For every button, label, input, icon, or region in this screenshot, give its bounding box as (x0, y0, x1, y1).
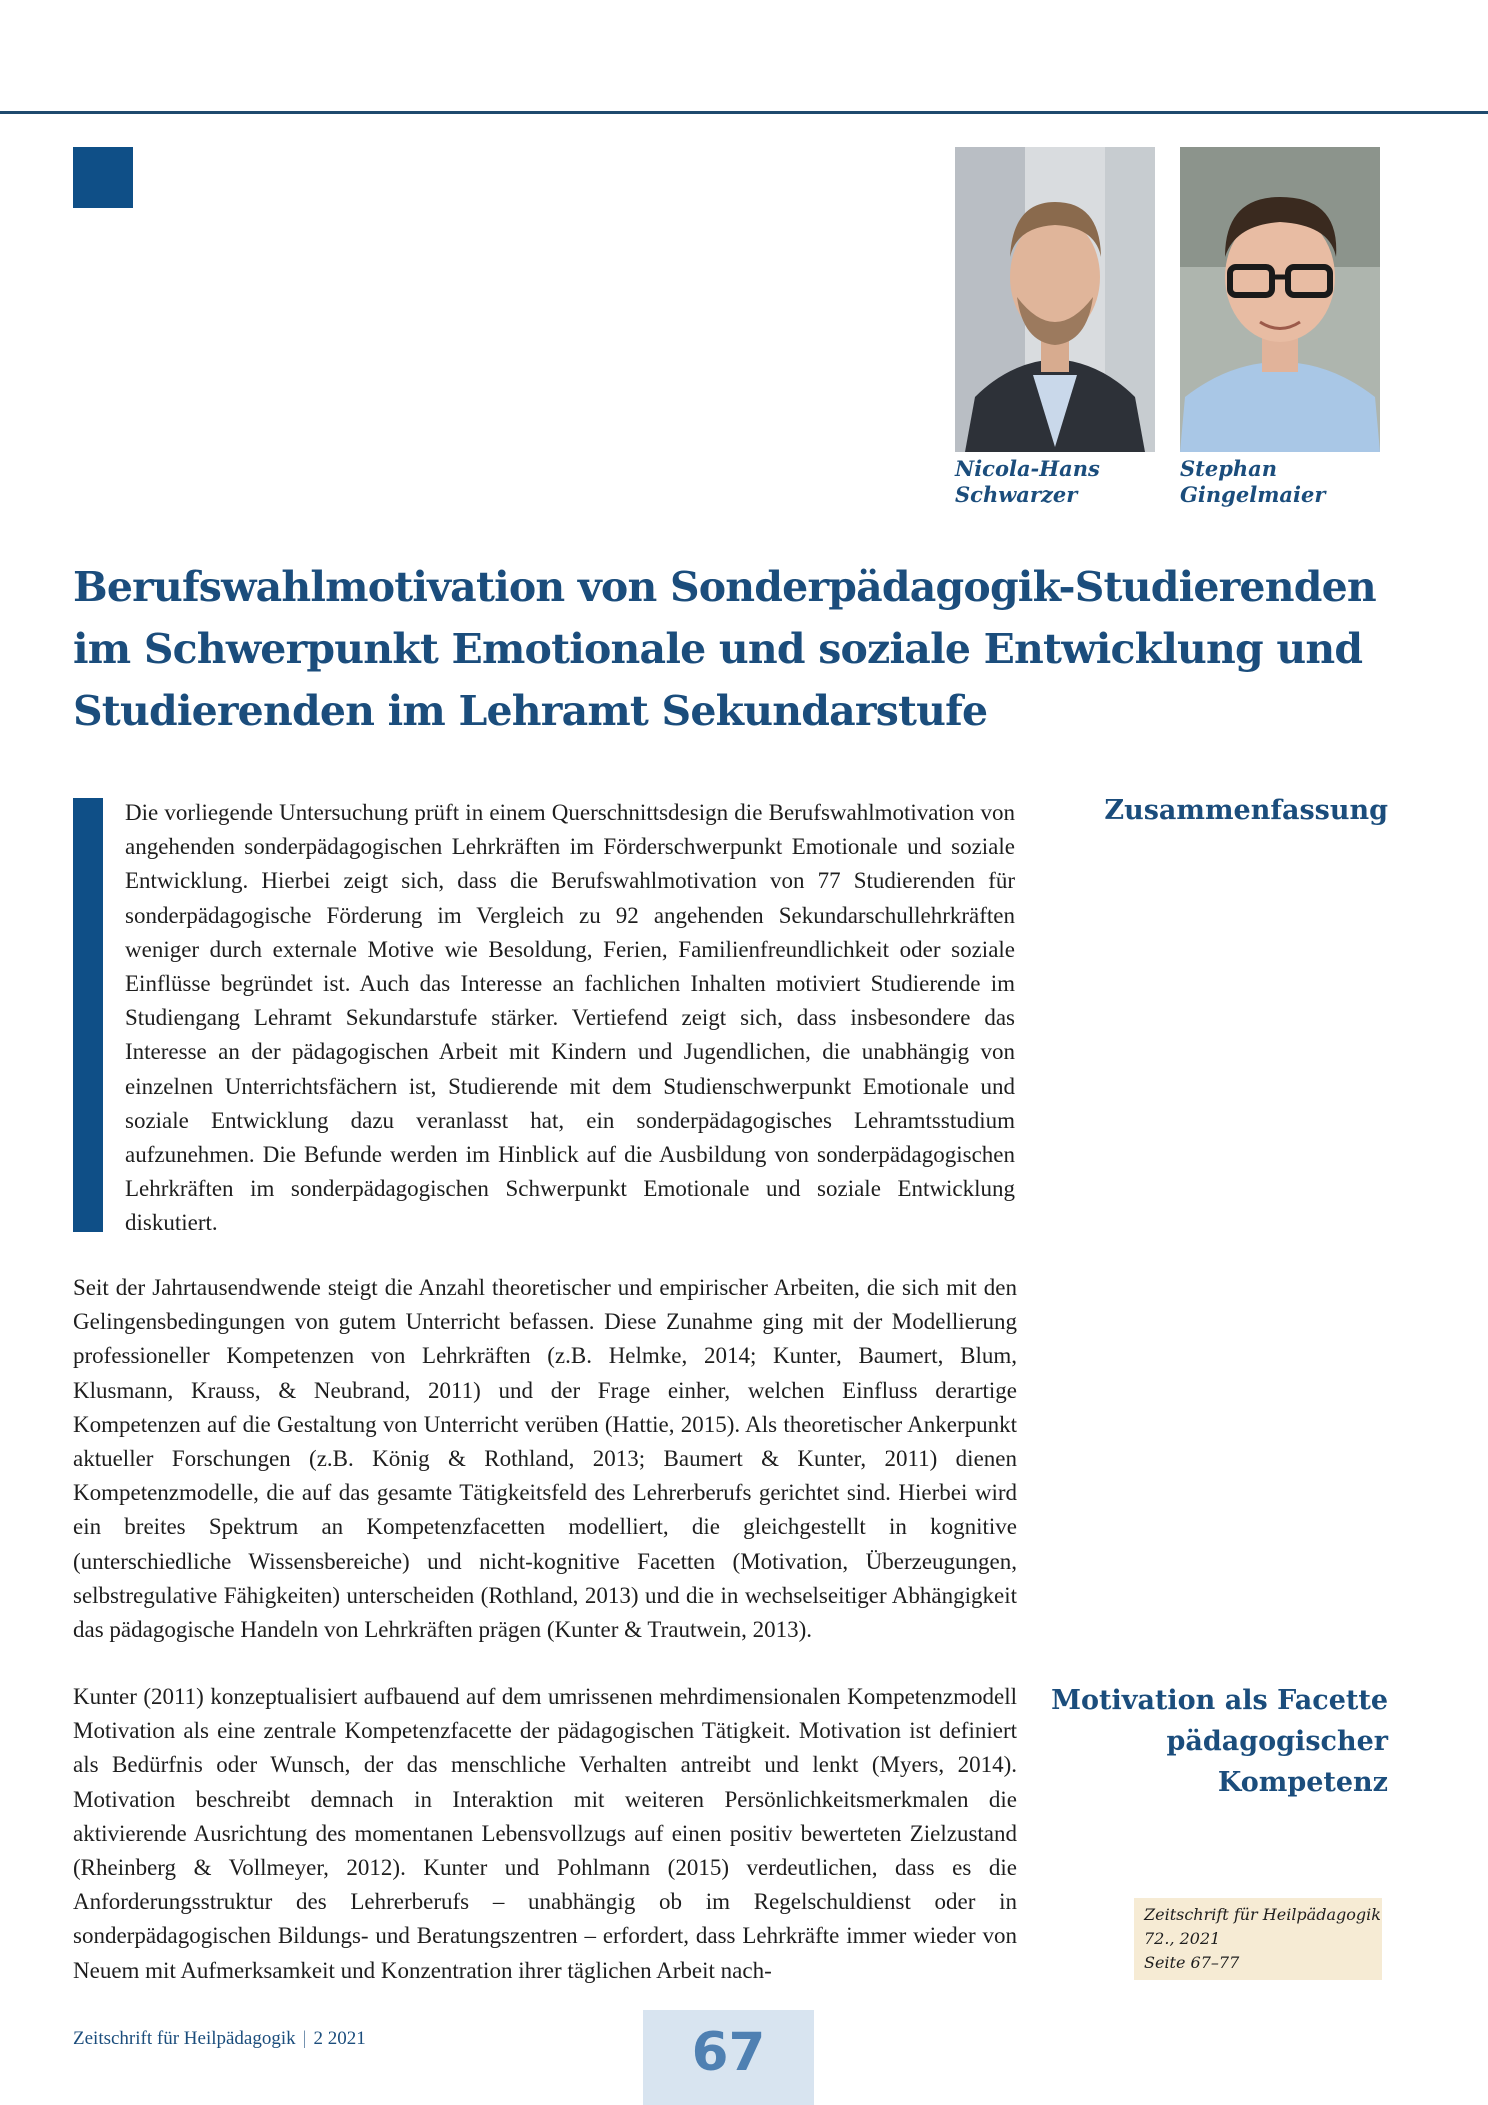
author-name-schwarzer: Nicola-Hans Schwarzer (955, 456, 1100, 507)
body-paragraph-2: Kunter (2011) konzeptualisiert aufbauend auf dem umrissenen mehrdimensionalen Kompetenzmodell Motivation als eine zentrale Kompetenzfacette der pädagogischen Tätigkeit. Motivation ist definiert als Bedürfnis oder Wunsch, der das menschliche Verhalten antreibt und lenkt (Myers, 2014). Motivation beschreibt demnach in Interaktion mit weiteren Persönlichkeitsmerkmalen die aktivierende Ausrichtung des momentanen Lebensvollzugs auf einen positiv bewerteten Zielzustand (Rheinberg & Vollmeyer, 2012). Kunter und Pohlmann (2015) verdeutlichen, dass es die Anforderungsstruktur des Lehrerberufs – unabhängig ob im Regelschuldienst oder in sonderpädagogischen Bildungs- und Beratungszentren – erfordert, dass Lehrkräfte immer wieder von Neuem mit Aufmerksamkeit und Konzentration ihrer täglichen Arbeit nach- (73, 1684, 1017, 1983)
page-number: 67 (691, 2022, 766, 2083)
author-photo-gingelmaier (1180, 147, 1380, 452)
footer-issue: 2 2021 (313, 2028, 366, 2049)
section-marker-square (73, 147, 133, 208)
section-heading: Motivation als Facette pädagogischer Kompetenz (1051, 1685, 1388, 1798)
abstract-heading: Zusammenfassung (1104, 795, 1388, 826)
abstract-bar (73, 798, 103, 1232)
article-title: Berufswahlmotivation von Sonderpädagogik-Studierenden im Schwerpunkt Emotionale und soziale Entwicklung und Studierenden im Lehramt Sekundarstufe (73, 563, 1376, 735)
footer-journal (73, 2028, 366, 2050)
footer-separator: | (302, 2028, 307, 2049)
citation-journal: Zeitschrift für Heilpädagogik (1144, 1905, 1381, 1924)
citation-pages: Seite 67–77 (1144, 1953, 1240, 1972)
author-photo-schwarzer (955, 147, 1155, 452)
footer-journal-name: Zeitschrift für Heilpädagogik (73, 2028, 296, 2049)
page-number-box (643, 2010, 814, 2105)
abstract-text: Die vorliegende Untersuchung prüft in einem Querschnittsdesign die Berufswahlmotivation von angehenden sonderpädagogischen Lehrkräften im Förderschwerpunkt Emotionale und soziale Entwicklung. Hierbei zeigt sich, dass die Berufswahlmotivation von 77 Studierenden für sonderpädagogische Förderung im Vergleich zu 92 angehenden Sekundarschullehrkräften weniger durch externale Motive wie Besoldung, Ferien, Familienfreundlichkeit oder soziale Einflüsse begründet ist. Auch das Interesse an fachlichen Inhalten motiviert Studierende im Studiengang Lehramt Sekundarstufe stärker. Vertiefend zeigt sich, dass insbesondere das Interesse an der pädagogischen Arbeit mit Kindern und Jugendlichen, die unabhängig von einzelnen Unterrichtsfächern ist, Studierende mit dem Studienschwerpunkt Emotionale und soziale Entwicklung dazu veranlasst hat, ein sonderpädagogisches Lehramtsstudium aufzunehmen. Die Befunde werden im Hinblick auf die Ausbildung von sonderpädagogischen Lehrkräften im sonderpädagogischen Schwerpunkt Emotionale und soziale Entwicklung diskutiert. (125, 800, 1015, 1236)
citation-volume: 72., 2021 (1144, 1929, 1221, 1948)
citation-box (1134, 1898, 1382, 1980)
body-paragraph-1: Seit der Jahrtausendwende steigt die Anzahl theoretischer und empirischer Arbeiten, die sich mit den Gelingensbedingungen von gutem Unterricht befassen. Diese Zunahme ging mit der Modellierung professioneller Kompetenzen von Lehrkräften (z.B. Helmke, 2014; Kunter, Baumert, Blum, Klusmann, Krauss, & Neubrand, 2011) und der Frage einher, welchen Einfluss derartige Kompetenzen auf die Gestaltung von Unterricht verüben (Hattie, 2015). Als theoretischer Ankerpunkt aktueller Forschungen (z.B. König & Rothland, 2013; Baumert & Kunter, 2011) dienen Kompetenzmodelle, die auf das gesamte Tätigkeitsfeld des Lehrerberufs gerichtet sind. Hierbei wird ein breites Spektrum an Kompetenzfacetten modelliert, die gleichgestellt in kognitive (unterschiedliche Wissensbereiche) und nicht-kognitive Facetten (Motivation, Überzeugungen, selbstregulative Fähigkeiten) unterscheiden (Rothland, 2013) und die in wechselseitiger Abhängigkeit das pädagogische Handeln von Lehrkräften prägen (Kunter & Trautwein, 2013). (73, 1275, 1017, 1643)
header-rule (0, 111, 1488, 114)
author-name-gingelmaier: Stephan Gingelmaier (1180, 456, 1326, 507)
